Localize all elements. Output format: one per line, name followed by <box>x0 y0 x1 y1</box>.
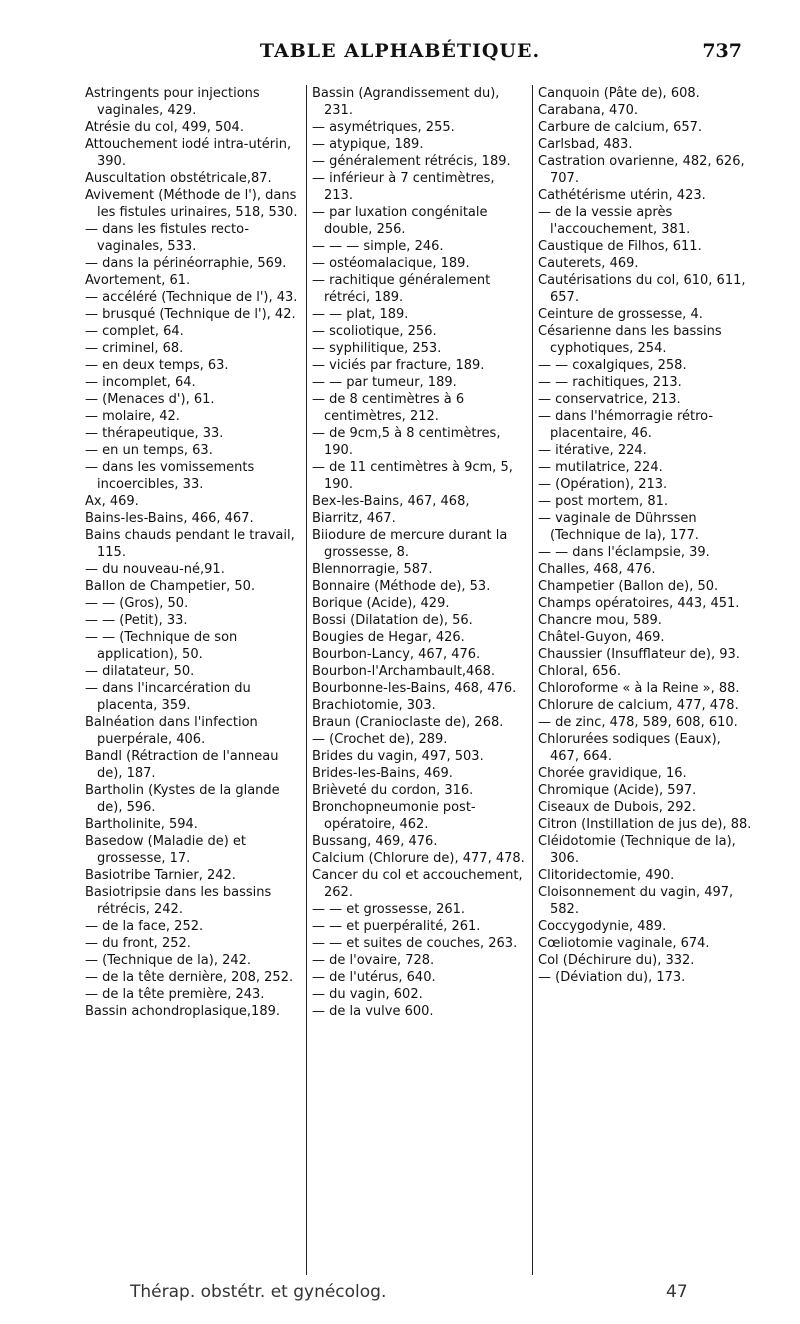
index-entry: — criminel, 68. <box>85 341 184 356</box>
page-title: TABLE ALPHABÉTIQUE. <box>259 40 541 62</box>
index-entry: Chloroforme « à la Reine », 88. <box>538 681 740 696</box>
index-entry: Bourbon-Lancy, 467, 476. <box>312 647 481 662</box>
index-entry: — — plat, 189. <box>312 307 409 322</box>
index-entry: Brièveté du cordon, 316. <box>312 783 474 798</box>
page-header <box>0 40 800 80</box>
index-columns <box>80 85 760 1275</box>
index-entry: Cautérisations du col, 610, 611, 657. <box>538 273 746 305</box>
index-entry: — thérapeutique, 33. <box>85 426 224 441</box>
index-entry: — en un temps, 63. <box>85 443 213 458</box>
index-entry: — — — simple, 246. <box>312 239 444 254</box>
index-entry: — complet, 64. <box>85 324 184 339</box>
index-entry: — accéléré (Technique de l'), 43. <box>85 290 298 305</box>
index-entry: Balnéation dans l'infection puerpérale, 406. <box>85 715 258 747</box>
index-entry: Ceinture de grossesse, 4. <box>538 307 703 322</box>
index-entry: Carbure de calcium, 657. <box>538 120 703 135</box>
index-entry: Bassin achondroplasique,189. <box>85 1004 281 1019</box>
index-entry: Challes, 468, 476. <box>538 562 656 577</box>
index-entry: — viciés par fracture, 189. <box>312 358 485 373</box>
index-entry: Bassin (Agrandissement du), 231. <box>312 86 500 118</box>
index-entry: — — coxalgiques, 258. <box>538 358 687 373</box>
index-entry: Carlsbad, 483. <box>538 137 633 152</box>
index-entry: — molaire, 42. <box>85 409 180 424</box>
index-entry: Cœliotomie vaginale, 674. <box>538 936 710 951</box>
index-entry: Castration ovarienne, 482, 626, 707. <box>538 154 745 186</box>
index-entry: — dans l'hémorragie rétro-placentaire, 46. <box>538 409 714 441</box>
index-entry: Ax, 469. <box>85 494 139 509</box>
index-entry: — de l'utérus, 640. <box>312 970 436 985</box>
index-entry: — dans l'incarcération du placenta, 359. <box>85 681 251 713</box>
index-column-1 <box>80 85 306 1275</box>
index-entry: — de 9cm,5 à 8 centimètres, 190. <box>312 426 501 458</box>
index-entry: — dans la périnéorraphie, 569. <box>85 256 287 271</box>
index-entry: Basiotripsie dans les bassins rétrécis, 242. <box>85 885 272 917</box>
index-entry: — conservatrice, 213. <box>538 392 681 407</box>
index-entry: — — dans l'éclampsie, 39. <box>538 545 710 560</box>
index-entry: — — (Gros), 50. <box>85 596 189 611</box>
index-entry: Cloisonnement du vagin, 497, 582. <box>538 885 734 917</box>
index-entry: Cauterets, 469. <box>538 256 639 271</box>
index-entry: — itérative, 224. <box>538 443 647 458</box>
index-entry: Avortement, 61. <box>85 273 191 288</box>
index-entry: — dans les fistules recto-vaginales, 533. <box>85 222 250 254</box>
index-entry: Bonnaire (Méthode de), 53. <box>312 579 491 594</box>
index-entry: Astringents pour injections vaginales, 429. <box>85 86 260 118</box>
index-entry: Biarritz, 467. <box>312 511 396 526</box>
page-number: 737 <box>702 40 742 62</box>
index-entry: — (Crochet de), 289. <box>312 732 448 747</box>
index-entry: Cathétérisme utérin, 423. <box>538 188 706 203</box>
index-entry: — — par tumeur, 189. <box>312 375 457 390</box>
page-footer <box>80 1282 760 1308</box>
index-entry: Carabana, 470. <box>538 103 638 118</box>
index-entry: Chaussier (Insufflateur de), 93. <box>538 647 740 662</box>
index-entry: Cléidotomie (Technique de la), 306. <box>538 834 736 866</box>
index-entry: — dans les vomissements incoercibles, 33. <box>85 460 255 492</box>
index-entry: Basiotribe Tarnier, 242. <box>85 868 236 883</box>
index-entry: Chorée gravidique, 16. <box>538 766 687 781</box>
index-entry: — de 8 centimètres à 6 centimètres, 212. <box>312 392 465 424</box>
index-entry: — du front, 252. <box>85 936 191 951</box>
signature-mark: 47 <box>666 1282 688 1302</box>
index-entry: Bains-les-Bains, 466, 467. <box>85 511 254 526</box>
index-entry: Atrésie du col, 499, 504. <box>85 120 244 135</box>
index-column-2 <box>306 85 532 1275</box>
index-entry: Champetier (Ballon de), 50. <box>538 579 719 594</box>
index-entry: Citron (Instillation de jus de), 88. <box>538 817 752 832</box>
index-entry: — rachitique généralement rétréci, 189. <box>312 273 491 305</box>
index-entry: — — et suites de couches, 263. <box>312 936 518 951</box>
index-entry: Bartholinite, 594. <box>85 817 198 832</box>
index-entry: — post mortem, 81. <box>538 494 668 509</box>
index-entry: — de la tête première, 243. <box>85 987 265 1002</box>
index-entry: — inférieur à 7 centimètres, 213. <box>312 171 495 203</box>
index-entry: Bex-les-Bains, 467, 468, <box>312 494 470 509</box>
index-entry: Col (Déchirure du), 332. <box>538 953 695 968</box>
index-entry: Basedow (Maladie de) et grossesse, 17. <box>85 834 247 866</box>
index-entry: Bougies de Hegar, 426. <box>312 630 465 645</box>
index-entry: Bourbon-l'Archambault,468. <box>312 664 495 679</box>
index-entry: — incomplet, 64. <box>85 375 196 390</box>
index-entry: Chancre mou, 589. <box>538 613 662 628</box>
index-entry: Ciseaux de Dubois, 292. <box>538 800 696 815</box>
index-entry: — — (Technique de son application), 50. <box>85 630 238 662</box>
index-entry: — de l'ovaire, 728. <box>312 953 435 968</box>
index-entry: Brides du vagin, 497, 503. <box>312 749 484 764</box>
index-entry: Auscultation obstétricale,87. <box>85 171 272 186</box>
index-entry: — — (Petit), 33. <box>85 613 188 628</box>
index-entry: — de la face, 252. <box>85 919 204 934</box>
index-entry: Châtel-Guyon, 469. <box>538 630 665 645</box>
index-entry: — de zinc, 478, 589, 608, 610. <box>538 715 738 730</box>
index-entry: — (Déviation du), 173. <box>538 970 686 985</box>
index-entry: Biiodure de mercure durant la grossesse, 8. <box>312 528 508 560</box>
index-entry: — du vagin, 602. <box>312 987 423 1002</box>
index-entry: Chlorure de calcium, 477, 478. <box>538 698 739 713</box>
index-column-3 <box>532 85 758 1275</box>
index-entry: Avivement (Méthode de l'), dans les fistules urinaires, 518, 530. <box>85 188 298 220</box>
index-entry: — — rachitiques, 213. <box>538 375 682 390</box>
index-entry: — dilatateur, 50. <box>85 664 195 679</box>
index-entry: — asymétriques, 255. <box>312 120 455 135</box>
index-entry: Caustique de Filhos, 611. <box>538 239 702 254</box>
index-entry: Chromique (Acide), 597. <box>538 783 697 798</box>
index-entry: Cancer du col et accouchement, 262. <box>312 868 523 900</box>
index-entry: — (Menaces d'), 61. <box>85 392 215 407</box>
index-entry: Chlorurées sodiques (Eaux), 467, 664. <box>538 732 721 764</box>
index-entry: Coccygodynie, 489. <box>538 919 667 934</box>
index-entry: — brusqué (Technique de l'), 42. <box>85 307 296 322</box>
index-entry: — vaginale de Dührssen (Technique de la), 177. <box>538 511 699 543</box>
index-entry: — du nouveau-né,91. <box>85 562 225 577</box>
index-entry: Césarienne dans les bassins cyphotiques, 254. <box>538 324 722 356</box>
index-entry: — atypique, 189. <box>312 137 424 152</box>
footer-text: Thérap. obstétr. et gynécolog. <box>130 1282 387 1302</box>
index-entry: — par luxation congénitale double, 256. <box>312 205 488 237</box>
index-entry: Bourbonne-les-Bains, 468, 476. <box>312 681 517 696</box>
index-entry: — (Technique de la), 242. <box>85 953 252 968</box>
index-entry: — syphilitique, 253. <box>312 341 442 356</box>
index-entry: Borique (Acide), 429. <box>312 596 450 611</box>
index-entry: Bartholin (Kystes de la glande de), 596. <box>85 783 280 815</box>
index-entry: — en deux temps, 63. <box>85 358 229 373</box>
index-entry: Bandl (Rétraction de l'anneau de), 187. <box>85 749 279 781</box>
index-entry: Canquoin (Pâte de), 608. <box>538 86 700 101</box>
index-entry: Clitoridectomie, 490. <box>538 868 675 883</box>
index-entry: Ballon de Champetier, 50. <box>85 579 256 594</box>
index-entry: Calcium (Chlorure de), 477, 478. <box>312 851 525 866</box>
index-entry: Bussang, 469, 476. <box>312 834 438 849</box>
index-entry: Attouchement iodé intra-utérin, 390. <box>85 137 292 169</box>
index-entry: Brachiotomie, 303. <box>312 698 436 713</box>
index-entry: Chloral, 656. <box>538 664 622 679</box>
index-entry: Bronchopneumonie post-opératoire, 462. <box>312 800 476 832</box>
index-entry: — de 11 centimètres à 9cm, 5, 190. <box>312 460 513 492</box>
index-entry: Braun (Cranioclaste de), 268. <box>312 715 504 730</box>
index-entry: — scoliotique, 256. <box>312 324 437 339</box>
index-entry: — de la tête dernière, 208, 252. <box>85 970 294 985</box>
index-entry: — — et grossesse, 261. <box>312 902 466 917</box>
index-entry: — mutilatrice, 224. <box>538 460 663 475</box>
index-entry: Champs opératoires, 443, 451. <box>538 596 740 611</box>
index-entry: — — et puerpéralité, 261. <box>312 919 481 934</box>
index-entry: Bossi (Dilatation de), 56. <box>312 613 473 628</box>
index-entry: Blennorragie, 587. <box>312 562 433 577</box>
index-entry: Bains chauds pendant le travail, 115. <box>85 528 295 560</box>
index-entry: — (Opération), 213. <box>538 477 668 492</box>
index-entry: — généralement rétrécis, 189. <box>312 154 511 169</box>
index-entry: — de la vessie après l'accouchement, 381. <box>538 205 691 237</box>
index-entry: — de la vulve 600. <box>312 1004 434 1019</box>
index-entry: — ostéomalacique, 189. <box>312 256 470 271</box>
index-entry: Brides-les-Bains, 469. <box>312 766 453 781</box>
